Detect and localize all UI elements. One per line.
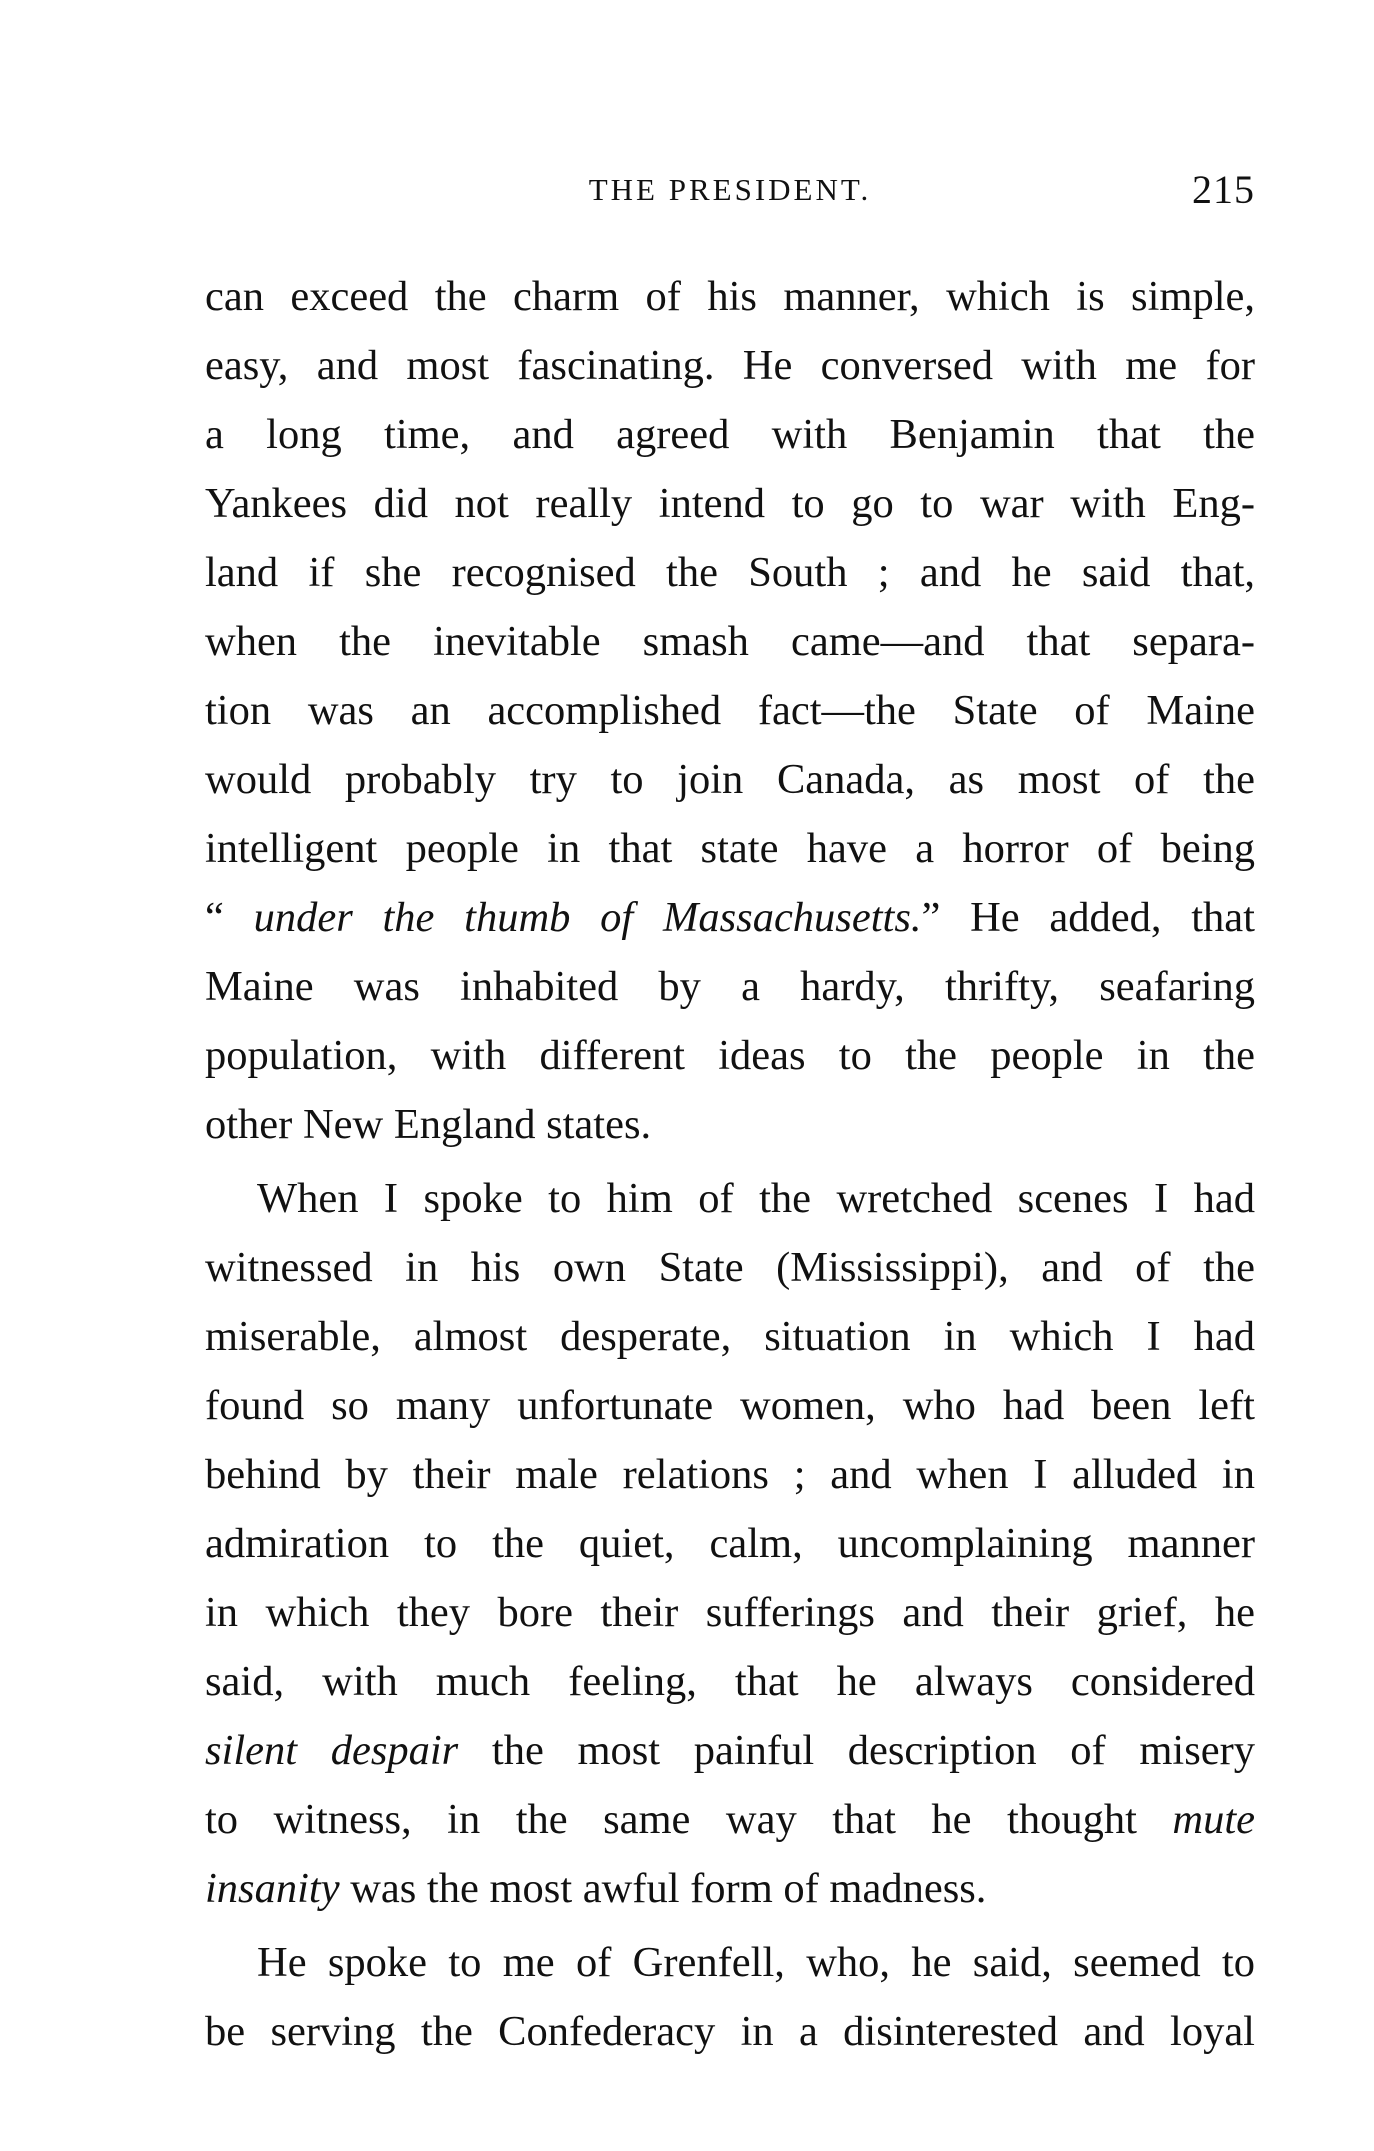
text-run: He spoke to me of Grenfell, who, he said, seemed to	[257, 1939, 1255, 1986]
text-run: the most painful description of misery	[458, 1727, 1255, 1774]
text-run: be serving the Confederacy in a disinterested and loyal	[205, 2008, 1255, 2055]
text-line	[205, 1647, 1255, 1716]
text-run: in which they bore their sufferings and their grief, he	[205, 1589, 1255, 1636]
text-line	[205, 883, 1255, 952]
text-line	[205, 1785, 1255, 1854]
text-line	[205, 1233, 1255, 1302]
text-line	[205, 1928, 1255, 1997]
page-header	[205, 167, 1255, 222]
text-run: other New England states.	[205, 1101, 652, 1148]
text-line	[205, 262, 1255, 331]
text-line	[205, 1440, 1255, 1509]
text-run: When I spoke to him of the wretched scenes I had	[257, 1175, 1255, 1222]
text-line	[205, 745, 1255, 814]
text-run: would probably try to join Canada, as most of the	[205, 756, 1255, 803]
text-line	[205, 607, 1255, 676]
text-run: when the inevitable smash came—and that separa-	[205, 618, 1255, 665]
text-line	[205, 469, 1255, 538]
text-run: was the most awful form of madness.	[339, 1865, 987, 1912]
text-line	[205, 1090, 1255, 1159]
text-run: a long time, and agreed with Benjamin that the	[205, 411, 1255, 458]
running-head: THE PRESIDENT.	[588, 172, 872, 207]
text-run: population, with different ideas to the people in the	[205, 1032, 1255, 1079]
text-line	[205, 1716, 1255, 1785]
text-line	[205, 814, 1255, 883]
text-run: land if she recognised the South ; and he said that,	[205, 549, 1255, 596]
paragraph	[205, 1928, 1255, 2066]
text-run: Maine was inhabited by a hardy, thrifty, seafaring	[205, 963, 1255, 1010]
text-run: said, with much feeling, that he always considered	[205, 1658, 1255, 1705]
text-run: easy, and most fascinating. He conversed with me for	[205, 342, 1255, 389]
paragraph	[205, 262, 1255, 1159]
text-line	[205, 1021, 1255, 1090]
text-run: witnessed in his own State (Mississippi), and of the	[205, 1244, 1255, 1291]
italic-text: insanity	[205, 1865, 340, 1912]
text-run: intelligent people in that state have a horror of being	[205, 825, 1255, 872]
text-line	[205, 1302, 1255, 1371]
text-run: tion was an accomplished fact—the State of Maine	[205, 687, 1255, 734]
page-number: 215	[1192, 167, 1255, 212]
text-run: behind by their male relations ; and when I alluded in	[205, 1451, 1255, 1498]
body-text	[205, 262, 1255, 2066]
text-run: Yankees did not really intend to go to war with Eng-	[205, 480, 1255, 527]
text-line	[205, 1997, 1255, 2066]
text-run: found so many unfortunate women, who had been left	[205, 1382, 1255, 1429]
text-line	[205, 1509, 1255, 1578]
italic-text: under the thumb of Massachusetts.	[253, 894, 922, 941]
text-line	[205, 1164, 1255, 1233]
text-run: can exceed the charm of his manner, which is simple,	[205, 273, 1255, 320]
text-line	[205, 1371, 1255, 1440]
text-line	[205, 331, 1255, 400]
text-line	[205, 538, 1255, 607]
text-line	[205, 952, 1255, 1021]
text-run: admiration to the quiet, calm, uncomplaining manner	[205, 1520, 1255, 1567]
paragraph	[205, 1164, 1255, 1923]
text-line	[205, 400, 1255, 469]
text-run: “	[205, 894, 254, 941]
italic-text: silent despair	[205, 1727, 459, 1774]
text-line	[205, 1854, 1255, 1923]
text-line	[205, 676, 1255, 745]
italic-text: mute	[1172, 1796, 1255, 1843]
text-line	[205, 1578, 1255, 1647]
text-run: to witness, in the same way that he thought	[205, 1796, 1173, 1843]
text-run: ” He added, that	[921, 894, 1255, 941]
text-run: miserable, almost desperate, situation in which I had	[205, 1313, 1255, 1360]
